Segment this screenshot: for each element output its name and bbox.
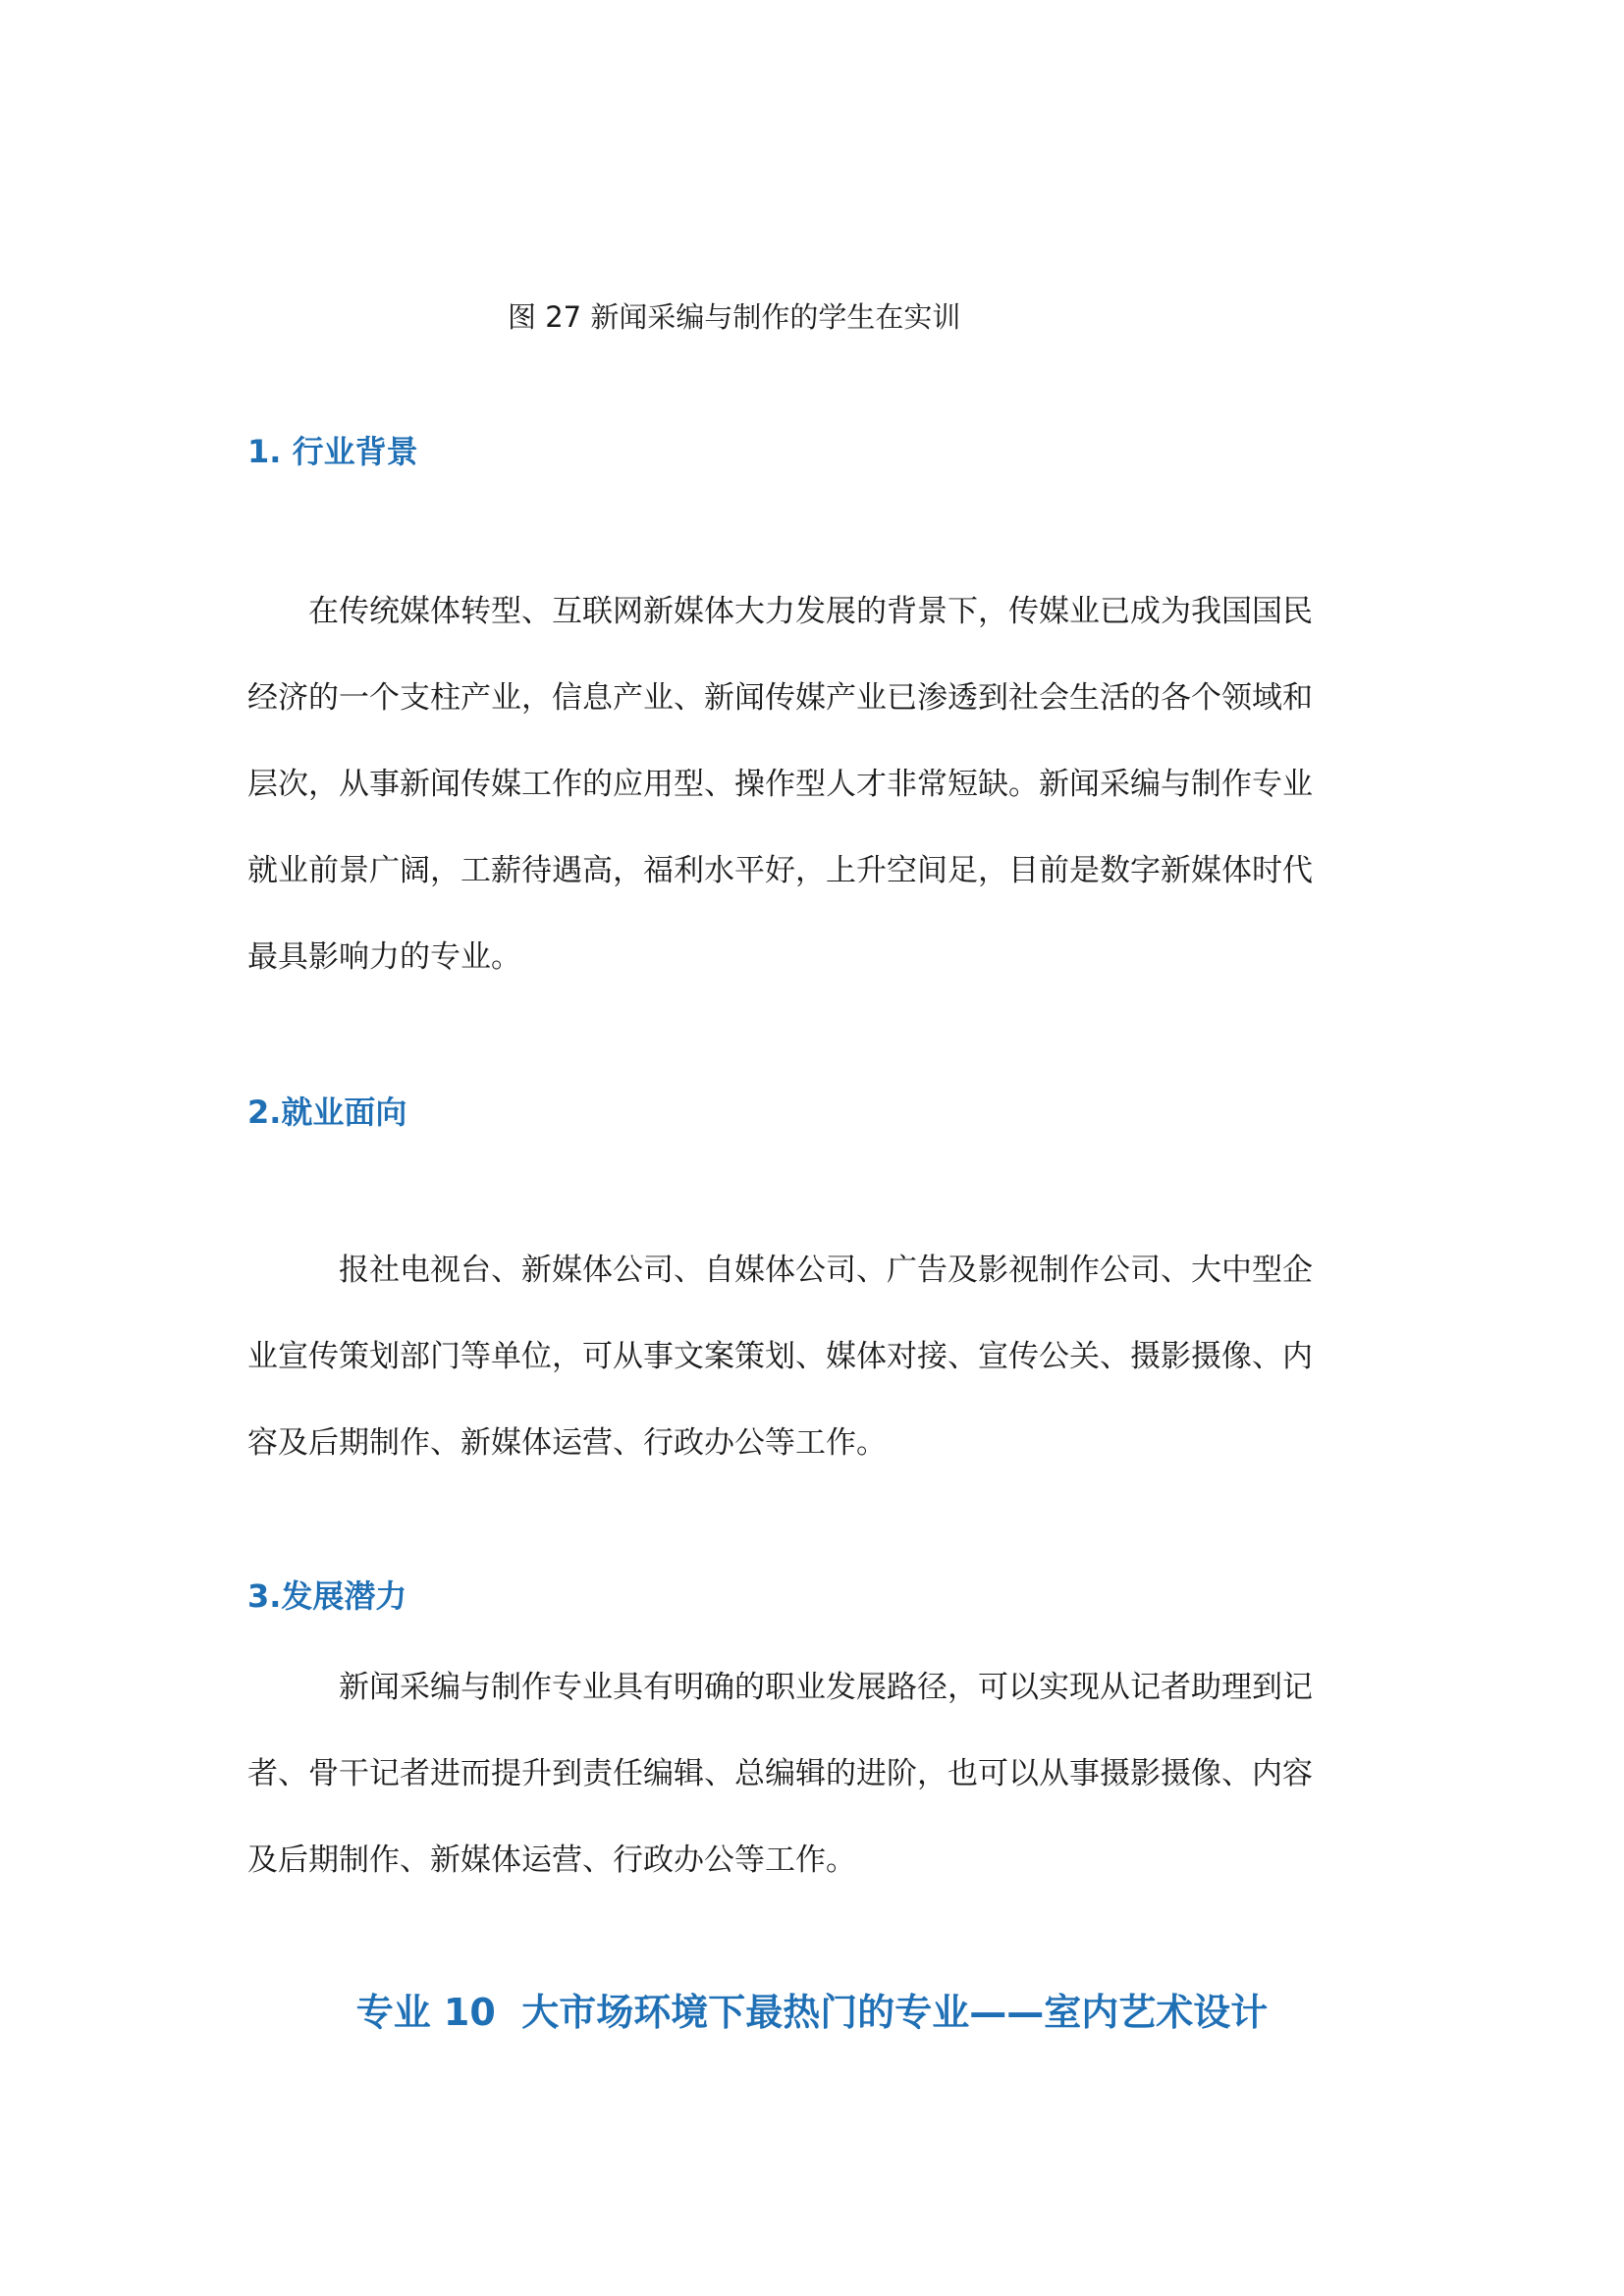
section-paragraph-development-potential: [247, 1644, 1386, 1903]
section-paragraph-industry-background: [247, 568, 1386, 1000]
paragraph-line: 容及后期制作、新媒体运营、行政办公等工作。: [247, 1425, 887, 1461]
chapter-heading: 专业 10 大市场环境下最热门的专业——室内艺术设计: [355, 1991, 1269, 2034]
paragraph-line: 新闻采编与制作专业具有明确的职业发展路径，可以实现从记者助理到记: [247, 1670, 1313, 1705]
section-heading-industry-background: 1. 行业背景: [247, 433, 418, 470]
paragraph-line: 业宣传策划部门等单位，可从事文案策划、媒体对接、宣传公关、摄影摄像、内: [247, 1339, 1313, 1374]
paragraph-line: 及后期制作、新媒体运营、行政办公等工作。: [247, 1842, 856, 1878]
section-heading-development-potential: 3.发展潜力: [247, 1577, 407, 1615]
paragraph-line: 在传统媒体转型、互联网新媒体大力发展的背景下，传媒业已成为我国国民: [247, 594, 1313, 629]
paragraph-line: 最具影响力的专业。: [247, 939, 521, 975]
paragraph-line: 报社电视台、新媒体公司、自媒体公司、广告及影视制作公司、大中型企: [247, 1253, 1313, 1288]
paragraph-line: 经济的一个支柱产业，信息产业、新闻传媒产业已渗透到社会生活的各个领域和: [247, 680, 1313, 716]
paragraph-line: 者、骨干记者进而提升到责任编辑、总编辑的进阶，也可以从事摄影摄像、内容: [247, 1756, 1313, 1791]
section-paragraph-employment-direction: [247, 1227, 1386, 1486]
section-heading-employment-direction: 2.就业面向: [247, 1094, 407, 1131]
figure-caption: 图 27 新闻采编与制作的学生在实训: [508, 300, 961, 334]
paragraph-line: 层次，从事新闻传媒工作的应用型、操作型人才非常短缺。新闻采编与制作专业: [247, 767, 1313, 802]
paragraph-line: 就业前景广阔，工薪待遇高，福利水平好，上升空间足，目前是数字新媒体时代: [247, 853, 1313, 888]
